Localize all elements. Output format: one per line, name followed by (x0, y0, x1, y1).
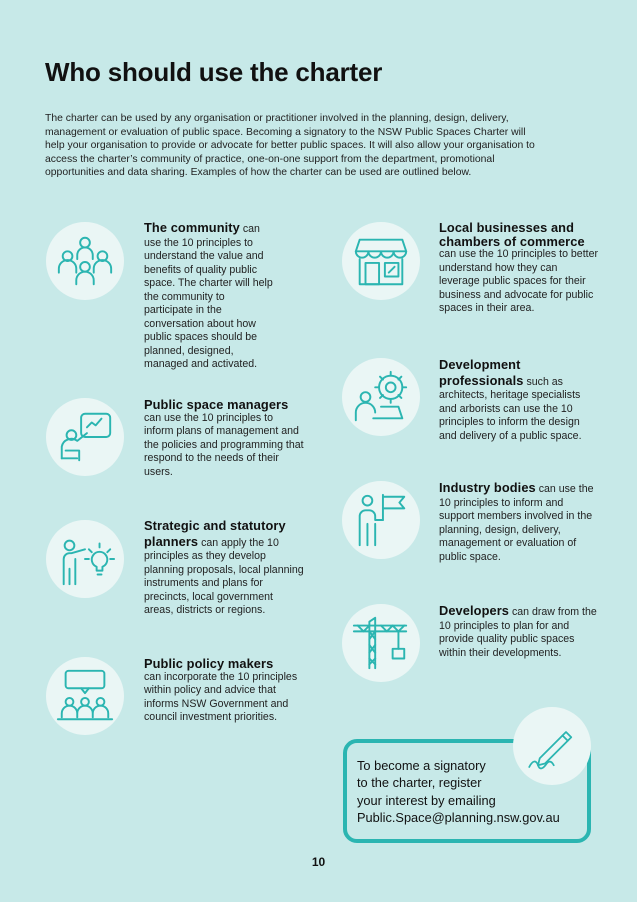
entry-development-body: such as architects, heritage specialists and arborists can use the 10 principles to inform the design and delivery of a public space. (439, 375, 582, 442)
planner-lightbulb-icon (46, 520, 124, 598)
entry-managers (144, 398, 304, 479)
entry-industry-heading: Industry bodies (439, 480, 536, 495)
entry-industry (439, 481, 599, 564)
entry-policy-body: can incorporate the 10 principles within policy and advice that informs NSW Government and council investment priorities. (144, 670, 298, 723)
page-number: 10 (311, 855, 326, 869)
entry-development (439, 358, 599, 443)
crane-icon (342, 604, 420, 682)
entry-planners-body: can apply the 10 principles as they develop planning proposals, local planning instruments and plans for precincts, local government areas, districts or regions. (144, 536, 304, 616)
entry-community-heading: The community (144, 220, 240, 235)
entry-developers (439, 604, 599, 660)
entry-planners (144, 519, 304, 618)
entry-community-body: can use the 10 principles to understand the value and benefits of quality public space. The charter will help the community to participate in the conversation about how public spaces should be planned, designed, managed and activated. (144, 223, 273, 370)
industry-flag-icon (342, 481, 420, 559)
signatory-email-link[interactable]: Public.Space@planning.nsw.gov.au (357, 810, 560, 826)
entry-developers-body: can draw from the 10 principles to plan for and provide quality public spaces within their developments. (439, 606, 597, 659)
entry-developers-heading: Developers (439, 603, 509, 618)
entry-policy-heading: Public policy makers (144, 656, 274, 671)
entry-policy (144, 657, 304, 725)
community-people-icon (46, 222, 124, 300)
signatory-line-3: your interest by emailing (357, 792, 496, 808)
entry-planners-heading: Strategic and statutory planners (144, 518, 286, 549)
entry-business (439, 221, 599, 316)
entry-development-heading: Development professionals (439, 357, 524, 388)
entry-industry-body: can use the 10 principles to inform and support members involved in the planning, design, delivery, management or evaluation of public space. (439, 483, 594, 563)
entry-managers-heading: Public space managers (144, 397, 289, 412)
professional-gear-icon (342, 358, 420, 436)
signatory-line-2: to the charter, register (357, 775, 482, 791)
manager-presentation-icon (46, 398, 124, 476)
storefront-icon (342, 222, 420, 300)
signatory-line-1: To become a signatory (357, 758, 486, 773)
entry-business-heading: Local businesses and chambers of commerce (439, 220, 585, 249)
signatory-text (357, 757, 587, 827)
page-title: Who should use the charter (45, 57, 383, 87)
entry-business-body: can use the 10 principles to better understand how they can leverage public spaces for their business and advocate for public spaces in their area. (439, 248, 599, 314)
entry-managers-body: can use the 10 principles to inform plans of management and the policies and programming that respond to the needs of their users. (144, 411, 304, 478)
intro-paragraph: The charter can be used by any organisation or practitioner involved in the planning, design, delivery, management or evaluation of public space. Becoming a signatory to the NSW Public Spaces Charter will help your organisation to provide or advocate for better public spaces. It will also allow your organisation to access the charter’s community of practice, one-on-one support from the department, promotional opportunities and data sharing. Examples of how the charter can be used are outlined below. (45, 113, 535, 178)
policy-meeting-icon (46, 657, 124, 735)
entry-community (144, 221, 274, 372)
